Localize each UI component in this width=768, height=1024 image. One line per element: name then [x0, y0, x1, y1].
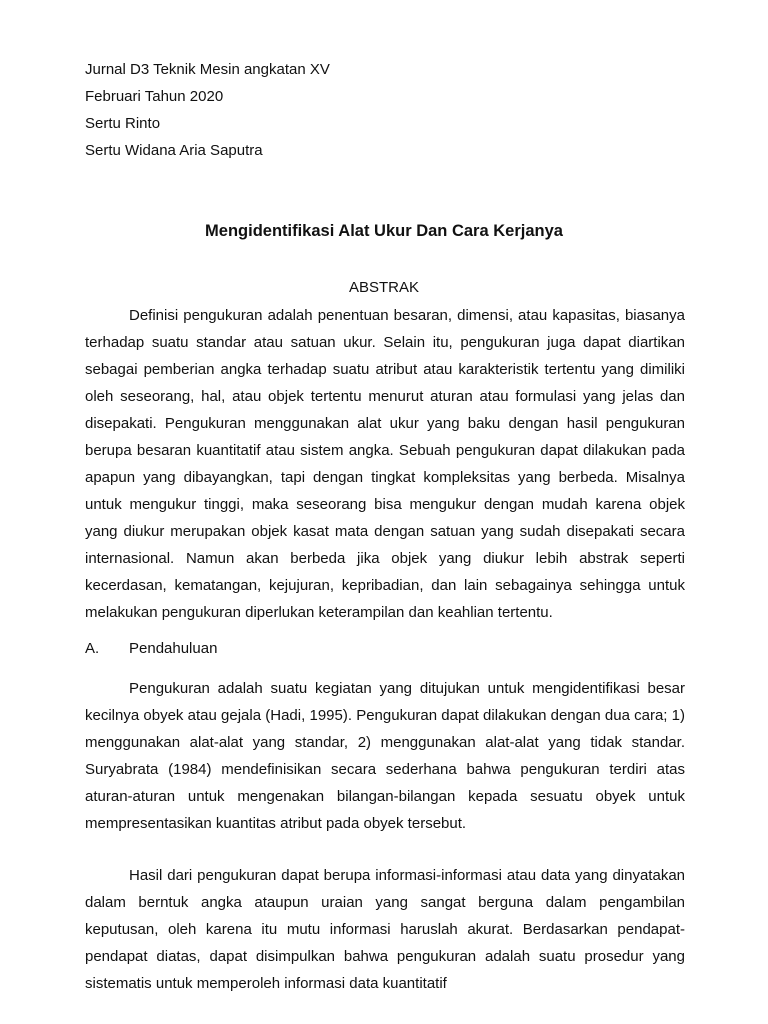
- abstract-heading: ABSTRAK: [348, 279, 420, 296]
- abstract-text: Definisi pengukuran adalah penentuan besaran, dimensi, atau kapasitas, biasanya terhadap suatu standar atau satuan ukur. Selain itu, pengukuran juga dapat diartikan sebagai pemberian angka terhadap suatu atribut atau karakteristik tertentu yang dimiliki oleh seseorang, hal, atau objek tertentu menurut aturan atau formulasi yang jelas dan disepakati. Pengukuran menggunakan alat ukur yang baku dengan hasil pengukuran berupa besaran kuantitatif atau sistem angka. Sebuah pengukuran dapat dilakukan pada apapun yang dibayangkan, tapi dengan tingkat kompleksitas yang berbeda. Misalnya untuk mengukur tinggi, maka seseorang bisa mengukur dengan mudah karena objek yang diukur merupakan objek kasat mata dengan satuan yang sudah disepakati secara internasional. Namun akan berbeda jika objek yang diukur lebih abstrak seperti kecerdasan, kematangan, kejujuran, kepribadian, dan lain sebagainya sehingga untuk melakukan pengukuran diperlukan keterampilan dan keahlian tertentu.: [85, 307, 685, 621]
- intro-paragraph-1: Pengukuran adalah suatu kegiatan yang ditujukan untuk mengidentifikasi besar kecilnya obyek atau gejala (Hadi, 1995). Pengukuran dapat dilakukan dengan dua cara; 1) menggunakan alat-alat yang standar, 2) menggunakan alat-alat yang tidak standar. Suryabrata (1984) mendefinisikan secara sederhana bahwa pengukuran terdiri atas aturan-aturan untuk mengenakan bilangan-bilangan kepada sesuatu obyek untuk mempresentasikan kuantitas atribut pada obyek tersebut.: [85, 680, 685, 832]
- publication-date: Februari Tahun 2020: [85, 88, 224, 105]
- section-heading-a: [85, 640, 217, 658]
- section-number: A.: [85, 640, 100, 657]
- intro-paragraph-2: Hasil dari pengukuran dapat berupa informasi-informasi atau data yang dinyatakan dalam berntuk angka ataupun uraian yang sangat berguna dalam pengambilan keputusan, oleh karena itu mutu informasi haruslah akurat. Berdasarkan pendapat-pendapat diatas, dapat disimpulkan bahwa pengukuran adalah suatu prosedur yang sistematis untuk memperoleh informasi data kuantitatif: [85, 867, 685, 992]
- journal-name: Jurnal D3 Teknik Mesin angkatan XV: [85, 61, 330, 78]
- author-2: Sertu Widana Aria Saputra: [85, 142, 263, 159]
- author-1: Sertu Rinto: [85, 115, 161, 132]
- paper-title: Mengidentifikasi Alat Ukur Dan Cara Kerjanya: [205, 222, 563, 240]
- section-title: Pendahuluan: [129, 640, 218, 657]
